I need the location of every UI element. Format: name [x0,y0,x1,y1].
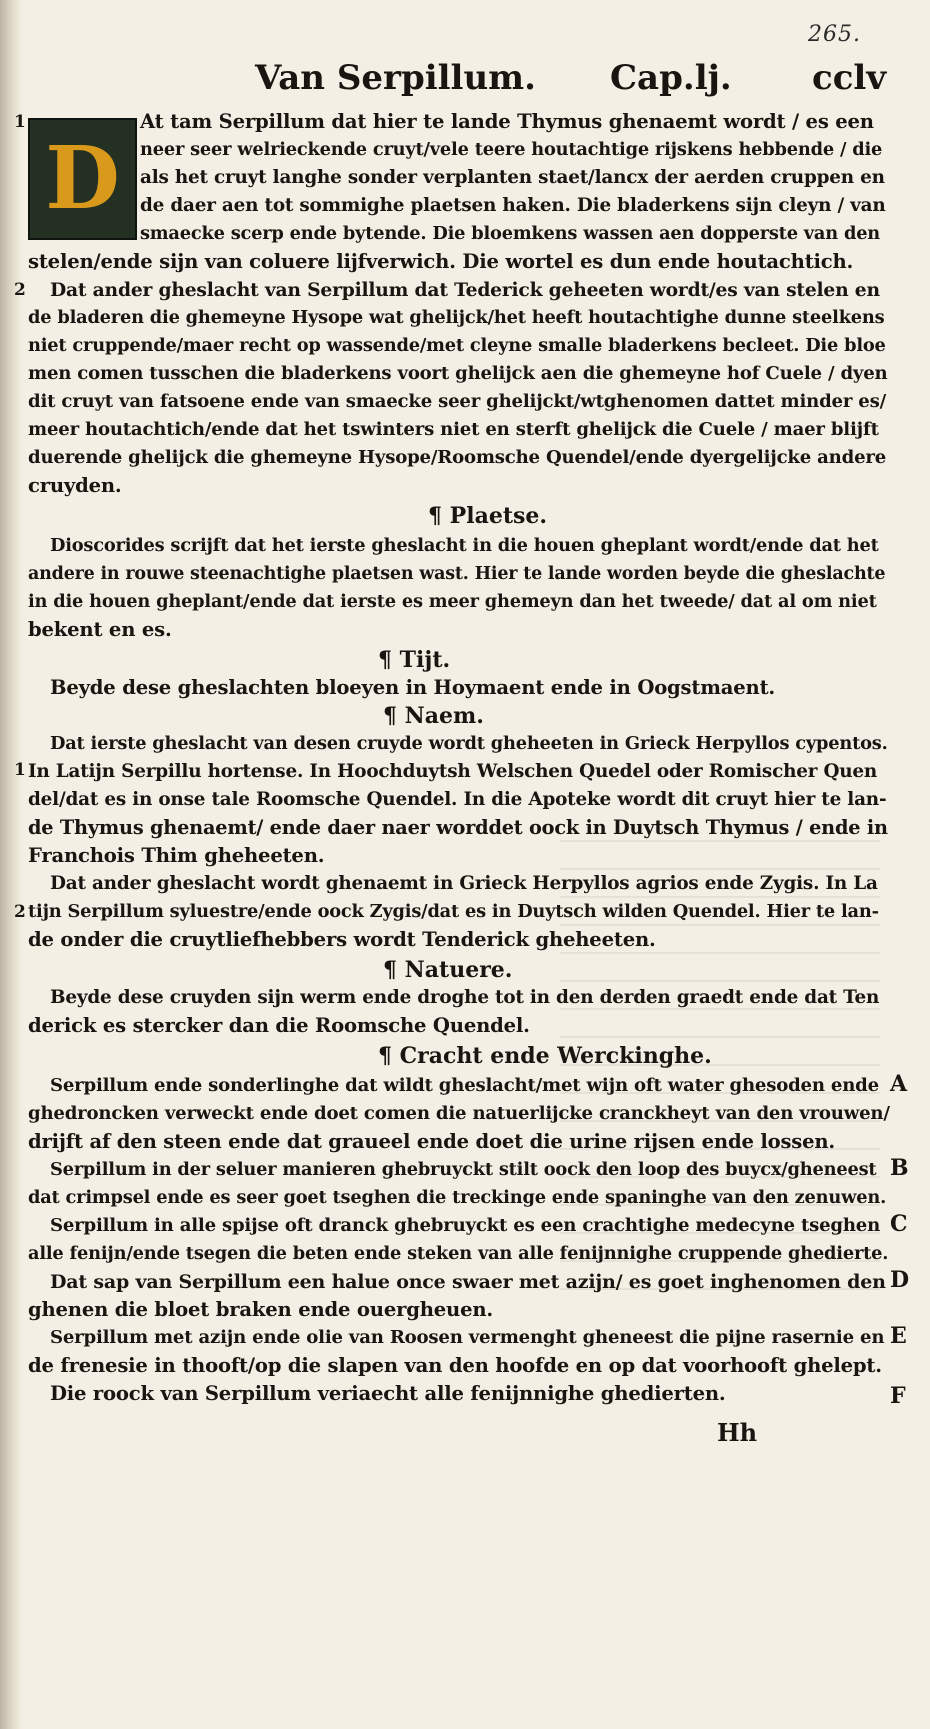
text-line: als het cruyt langhe sonder verplanten staet/lancx der aerden cruppen en [140,167,885,188]
text-line: Beyde dese cruyden sijn werm ende droghe tot in den derden graedt ende dat Ten [50,987,880,1008]
text-line: de bladeren die ghemeyne Hysope wat ghelijck/het heeft houtachtighe dunne steelkens [28,307,885,328]
margin-number: 1 [14,112,26,132]
text-line: Serpillum ende sonderlinghe dat wildt gheslacht/met wijn oft water ghesoden ende [50,1075,879,1096]
page-binding-shadow [0,0,22,1729]
text-line: niet cruppende/maer recht op wassende/met cleyne smalle bladerkens becleet. Die bloe [28,335,886,356]
text-line: de Thymus ghenaemt/ ende daer naer worddet oock in Duytsch Thymus / ende in [28,816,888,839]
text-line: ghedroncken verweckt ende doet comen die natuerlijcke cranckheyt van den vrouwen/ [28,1103,890,1124]
text-line: At tam Serpillum dat hier te lande Thymus ghenaemt wordt / es een [140,110,874,133]
heading-cracht-ende-werckinghe [378,1042,712,1070]
text-line: del/dat es in onse tale Roomsche Quendel. In die Apoteke wordt dit cruyt hier te lan- [28,789,887,810]
text-line: smaecke scerp ende bytende. Die bloemkens wassen aen dopperste van den [140,223,881,244]
text-line: neer seer welrieckende cruyt/vele teere houtachtige rijskens hebbende / die [140,139,883,160]
handwritten-page-number: 265. [808,22,861,47]
text-line: dit cruyt van fatsoene ende van smaecke seer ghelijckt/wtghenomen dattet minder es/ [28,391,886,412]
text-line: tijn Serpillum syluestre/ende oock Zygis/dat es in Duytsch wilden Quendel. Hier te lan- [28,901,879,922]
margin-number: 1 [14,760,26,780]
folio-number: cclv [812,58,887,98]
heading-text: Naem. [404,703,484,729]
text-line: men comen tusschen die bladerkens voort ghelijck aen die ghemeyne hof Cuele / dyen [28,363,888,384]
text-line: ghenen die bloet braken ende ouergheuen. [28,1298,493,1321]
text-line: Dat ierste gheslacht van desen cruyde wordt gheheeten in Grieck Herpyllos cypentos. [50,733,888,754]
text-line: alle fenijn/ende tsegen die beten ende steken van alle fenijnnighe cruppende ghedierte. [28,1243,889,1264]
text-line: Die roock van Serpillum veriaecht alle fenijnnighe ghedierten. [50,1382,726,1405]
initial-letter-glyph: D [45,128,120,229]
text-line: Serpillum in alle spijse oft dranck ghebruyckt es een crachtighe medecyne tseghen [50,1215,881,1236]
text-line: stelen/ende sijn van coluere lijfverwich. Die wortel es dun ende houtachtich. [28,250,854,273]
text-line: cruyden. [28,474,122,497]
running-title: Van Serpillum. [255,58,536,98]
section-mark: ¶ [378,1043,392,1069]
text-line: andere in rouwe steenachtighe plaetsen wast. Hier te lande worden beyde die gheslachte [28,564,886,584]
margin-letter: B [890,1155,909,1181]
margin-number: 2 [14,902,26,922]
text-line: duerende ghelijck die ghemeyne Hysope/Roomsche Quendel/ende dyergelijcke andere [28,447,887,468]
text-line: Dioscorides scrijft dat het ierste gheslacht in die houen gheplant wordt/ende dat het [50,535,879,556]
heading-text: Plaetse. [449,503,548,529]
heading-natuere [383,956,512,984]
margin-letter: F [890,1383,906,1409]
margin-letter: C [890,1211,908,1237]
heading-naem [383,702,484,730]
section-mark: ¶ [428,503,442,529]
section-mark: ¶ [383,957,397,983]
section-mark: ¶ [378,647,392,673]
text-line: Beyde dese gheslachten bloeyen in Hoymaent ende in Oogstmaent. [50,676,776,699]
decorated-initial-letter [28,118,137,240]
running-header [0,58,930,108]
text-line: de daer aen tot sommighe plaetsen haken. Die bladerkens sijn cleyn / van [140,195,886,216]
heading-plaetse [428,502,547,530]
margin-number: 2 [14,280,26,300]
margin-letter: E [890,1323,907,1349]
text-line: de frenesie in thooft/op die slapen van den hoofde en op dat voorhooft ghelept. [28,1354,882,1377]
margin-letter: D [890,1267,910,1293]
section-mark: ¶ [383,703,397,729]
signature-mark: Hh [717,1418,758,1447]
chapter-number: Cap.lj. [610,58,732,98]
text-line: Dat sap van Serpillum een halue once swaer met azijn/ es goet inghenomen den [50,1271,886,1293]
text-line: Franchois Thim gheheeten. [28,844,325,867]
text-line: dat crimpsel ende es seer goet tseghen die treckinge ende spaninghe van den zenuwen. [28,1187,887,1208]
heading-tijt [378,646,450,674]
text-line: Dat ander gheslacht wordt ghenaemt in Grieck Herpyllos agrios ende Zygis. In La [50,873,878,894]
text-line: Serpillum met azijn ende olie van Roosen vermenght gheneest die pijne rasernie en [50,1327,885,1348]
heading-text: Tijt. [399,647,451,673]
text-line: de onder die cruytliefhebbers wordt Tenderick gheheeten. [28,928,656,951]
heading-text: Cracht ende Werckinghe. [399,1043,712,1069]
heading-text: Natuere. [404,957,513,983]
text-line: Serpillum in der seluer manieren ghebruyckt stilt oock den loop des buycx/gheneest [50,1159,877,1180]
text-line: Dat ander gheslacht van Serpillum dat Tederick geheeten wordt/es van stelen en [50,279,880,301]
margin-letter: A [890,1071,908,1097]
text-line: drijft af den steen ende dat graueel ende doet die urine rijsen ende lossen. [28,1130,836,1153]
text-line: meer houtachtich/ende dat het tswinters niet en sterft ghelijck die Cuele / maer blijft [28,419,879,440]
text-line: bekent en es. [28,618,172,641]
text-line: In Latijn Serpillu hortense. In Hoochduytsh Welschen Quedel oder Romischer Quen [28,761,878,782]
text-line: derick es stercker dan die Roomsche Quendel. [28,1014,530,1037]
text-line: in die houen gheplant/ende dat ierste es meer ghemeyn dan het tweede/ dat al om niet [28,591,877,612]
